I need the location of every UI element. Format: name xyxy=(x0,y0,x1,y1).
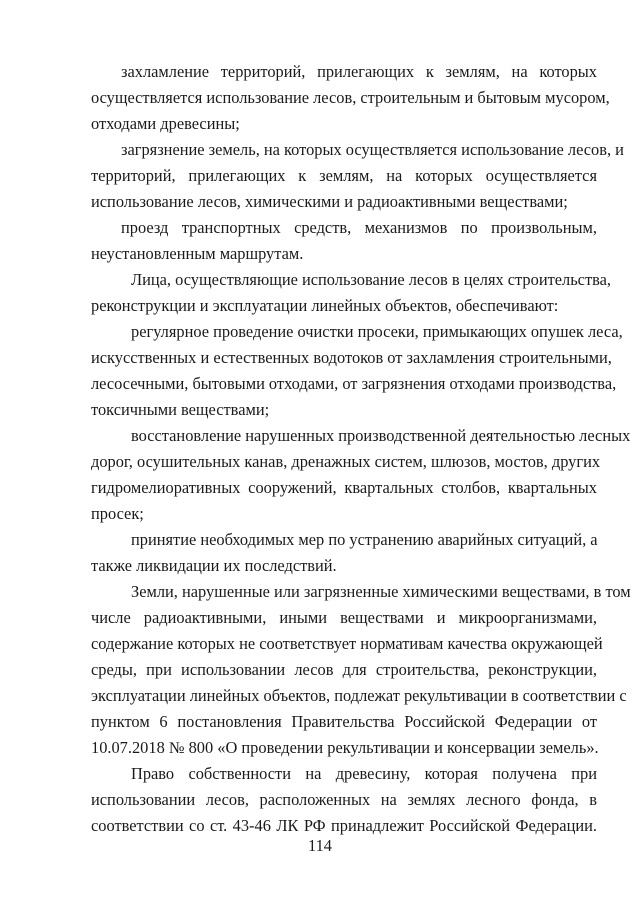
text-line: использование лесов, химическими и радиоактивными веществами; xyxy=(91,192,568,211)
page-number: 114 xyxy=(308,836,332,855)
text-line: осуществляется использование лесов, строительным и бытовым мусором, xyxy=(91,88,610,107)
text-line: гидромелиоративных сооружений, квартальных столбов, квартальных xyxy=(91,478,597,497)
text-line: соответствии со ст. 43-46 ЛК РФ принадлежит Российской Федерации. xyxy=(91,816,597,835)
text-line: неустановленным маршрутам. xyxy=(91,244,304,263)
text-line: восстановление нарушенных производственной деятельностью лесных xyxy=(131,426,631,445)
text-line: дорог, осушительных канав, дренажных систем, шлюзов, мостов, других xyxy=(91,452,601,471)
text-line: Право собственности на древесину, которая получена при xyxy=(131,764,597,783)
text-line: Земли, нарушенные или загрязненные химическими веществами, в том xyxy=(131,582,631,601)
text-line: загрязнение земель, на которых осуществляется использование лесов, и xyxy=(121,140,624,159)
text-line: проезд транспортных средств, механизмов по произвольным, xyxy=(121,218,597,237)
text-line: также ликвидации их последствий. xyxy=(91,556,337,575)
text-line: принятие необходимых мер по устранению аварийных ситуаций, а xyxy=(131,530,598,549)
text-line: просек; xyxy=(91,504,144,523)
text-line: регулярное проведение очистки просеки, примыкающих опушек леса, xyxy=(131,322,623,341)
text-line: токсичными веществами; xyxy=(91,400,270,419)
text-line: искусственных и естественных водотоков от захламления строительными, xyxy=(91,348,612,367)
text-line: числе радиоактивными, иными веществами и микроорганизмами, xyxy=(91,608,597,627)
text-line: захламление территорий, прилегающих к землям, на которых xyxy=(121,62,597,81)
text-line: лесосечными, бытовыми отходами, от загрязнения отходами производства, xyxy=(91,374,617,393)
text-line: реконструкции и эксплуатации линейных объектов, обеспечивают: xyxy=(91,296,559,315)
text-line: 10.07.2018 № 800 «О проведении рекультивации и консервации земель». xyxy=(91,738,599,757)
text-line: Лица, осуществляющие использование лесов в целях строительства, xyxy=(131,270,612,289)
text-line: эксплуатации линейных объектов, подлежат рекультивации в соответствии с xyxy=(91,686,627,705)
text-line: пунктом 6 постановления Правительства Российской Федерации от xyxy=(91,712,597,731)
text-line: среды, при использовании лесов для строительства, реконструкции, xyxy=(91,660,597,679)
text-line: содержание которых не соответствует нормативам качества окружающей xyxy=(91,634,603,653)
text-line: отходами древесины; xyxy=(91,114,240,133)
text-line: территорий, прилегающих к землям, на которых осуществляется xyxy=(91,166,597,185)
text-line: использовании лесов, расположенных на землях лесного фонда, в xyxy=(91,790,597,809)
